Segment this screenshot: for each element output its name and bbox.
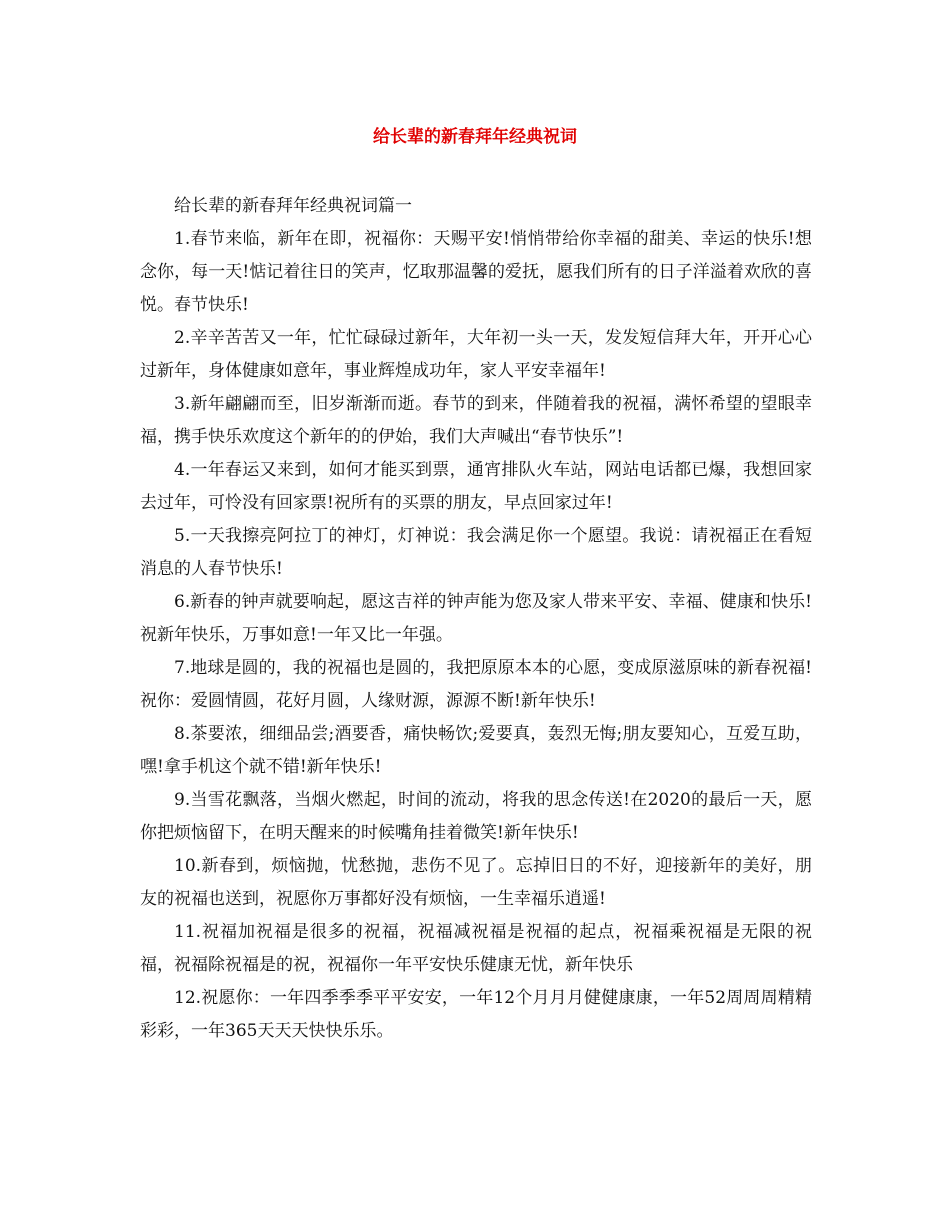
document-title: 给长辈的新春拜年经典祝词 xyxy=(373,127,577,147)
blessing-paragraph-2: 2.辛辛苦苦又一年，忙忙碌碌过新年，大年初一头一天，发发短信拜大年，开开心心过新年，身体健康如意年，事业辉煌成功年，家人平安幸福年! xyxy=(140,328,812,381)
blessing-paragraph-7: 7.地球是圆的，我的祝福也是圆的，我把原原本本的心愿，变成原滋原味的新春祝福!祝你：爱圆情圆，花好月圆，人缘财源，源源不断!新年快乐! xyxy=(140,658,812,711)
blessing-paragraph-1: 1.春节来临，新年在即，祝福你：天赐平安!悄悄带给你幸福的甜美、幸运的快乐!想念你，每一天!惦记着往日的笑声，忆取那温馨的爱抚，愿我们所有的日子洋溢着欢欣的喜悦。春节快乐! xyxy=(140,229,812,315)
document-body xyxy=(140,190,812,1048)
blessing-paragraph-4: 4.一年春运又来到，如何才能买到票，通宵排队火车站，网站电话都已爆，我想回家去过年，可怜没有回家票!祝所有的买票的朋友，早点回家过年! xyxy=(140,460,812,513)
section-heading: 给长辈的新春拜年经典祝词篇一 xyxy=(174,196,412,216)
blessing-paragraph-6: 6.新春的钟声就要响起，愿这吉祥的钟声能为您及家人带来平安、幸福、健康和快乐!祝新年快乐，万事如意!一年又比一年强。 xyxy=(140,592,812,645)
blessing-paragraph-8: 8.茶要浓，细细品尝;酒要香，痛快畅饮;爱要真，轰烈无悔;朋友要知心，互爱互助，嘿!拿手机这个就不错!新年快乐! xyxy=(140,724,812,777)
blessing-paragraph-10: 10.新春到，烦恼抛，忧愁抛，悲伤不见了。忘掉旧日的不好，迎接新年的美好，朋友的祝福也送到，祝愿你万事都好没有烦恼，一生幸福乐逍遥! xyxy=(140,856,812,909)
blessing-paragraph-12: 12.祝愿你：一年四季季季平平安安，一年12个月月月健健康康，一年52周周周精精彩彩，一年365天天天快快乐乐。 xyxy=(140,988,812,1041)
blessing-paragraph-11: 11.祝福加祝福是很多的祝福，祝福减祝福是祝福的起点，祝福乘祝福是无限的祝福，祝福除祝福是的祝，祝福你一年平安快乐健康无忧，新年快乐 xyxy=(140,922,812,975)
blessing-paragraph-3: 3.新年翩翩而至，旧岁渐渐而逝。春节的到来，伴随着我的祝福，满怀希望的望眼幸福，携手快乐欢度这个新年的的伊始，我们大声喊出“春节快乐”! xyxy=(140,394,812,447)
blessing-paragraph-9: 9.当雪花飘落，当烟火燃起，时间的流动，将我的思念传送!在2020的最后一天，愿你把烦恼留下，在明天醒来的时候嘴角挂着微笑!新年快乐! xyxy=(140,790,812,843)
blessing-paragraph-5: 5.一天我擦亮阿拉丁的神灯，灯神说：我会满足你一个愿望。我说：请祝福正在看短消息的人春节快乐! xyxy=(140,526,812,579)
